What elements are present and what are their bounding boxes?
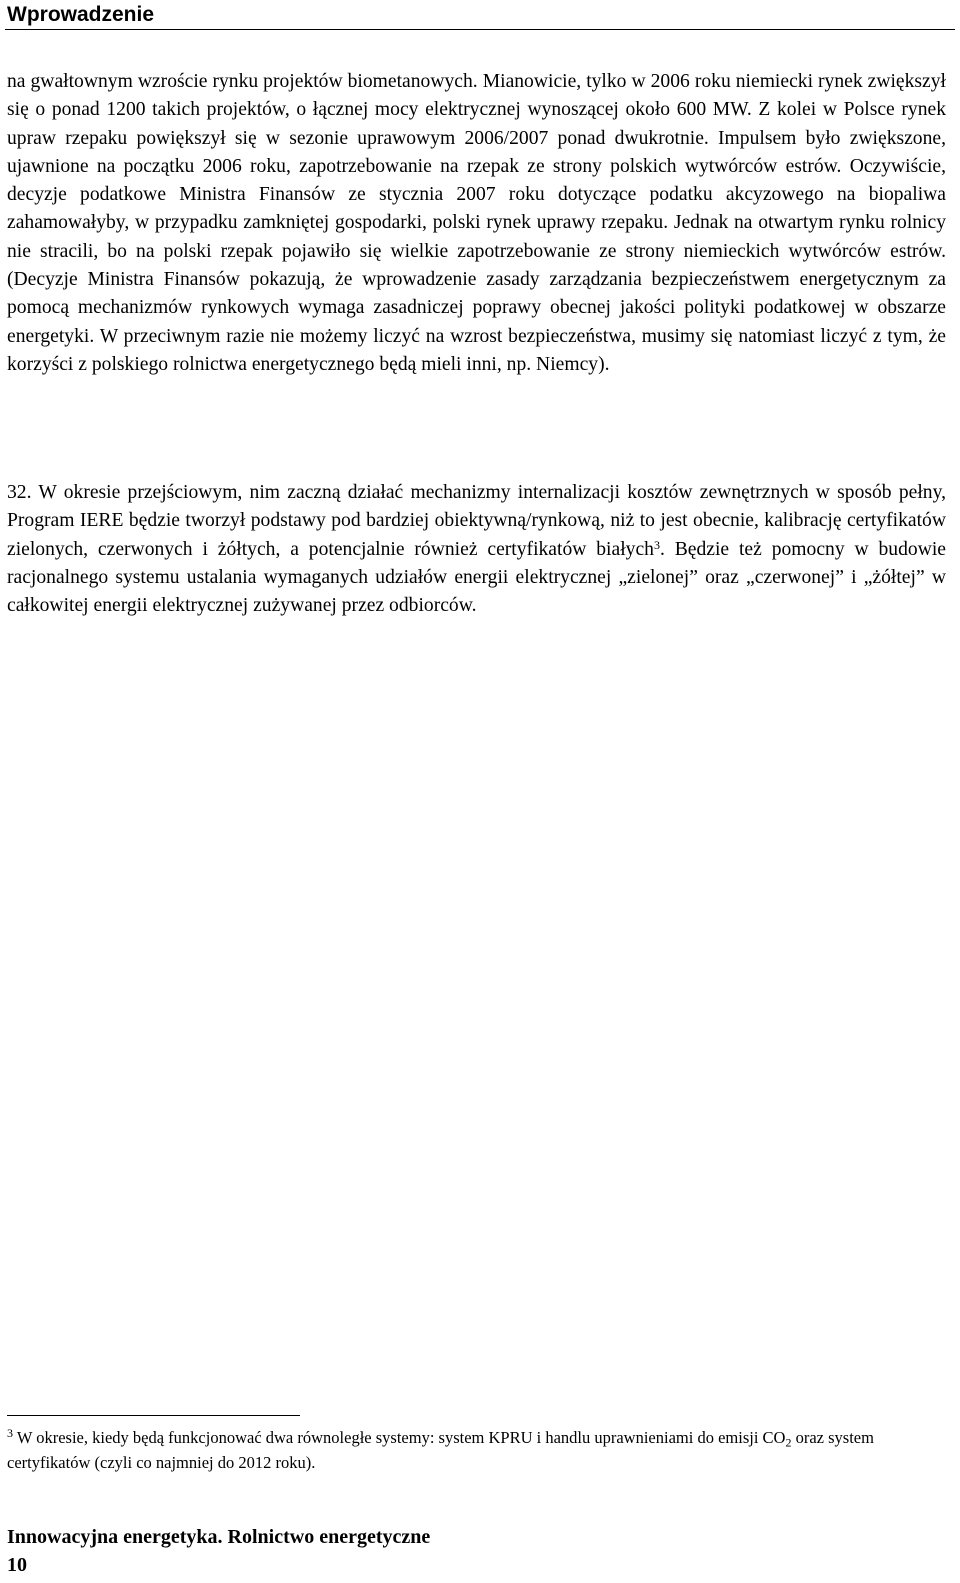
footer-publication-title: Innowacyjna energetyka. Rolnictwo energetyczne [7,1526,431,1548]
footnote [7,1425,946,1475]
header-divider [5,29,955,30]
footnote-text-end: oraz system certyfikatów (czyli co najmniej do 2012 roku). [7,1428,874,1472]
footer-page-number: 10 [7,1554,27,1576]
page-header-title: Wprowadzenie [7,3,155,26]
footnote-divider [7,1415,300,1416]
footnote-subscript: 2 [785,1435,792,1450]
footnote-text-start: W okresie, kiedy będą funkcjonować dwa równoległe systemy: system KPRU i handlu uprawnieniami do emisji CO [13,1428,786,1447]
paragraph-2-text-start: 32. W okresie przejściowym, nim zaczną działać mechanizmy internalizacji kosztów zewnętrznych w sposób pełny, Program IERE będzie tworzył podstawy pod bardziej obiektywną/rynkową, niż to jest obecnie, kalibrację certyfikatów zielonych, czerwonych i żółtych, a potencjalnie również certyfikatów białych [7,482,946,560]
paragraph-2-text-end: . Będzie też pomocny w budowie racjonalnego systemu ustalania wymaganych udziałów energii elektrycznej „zielonej” oraz „czerwonej” i „żółtej” w całkowitej energii elektrycznej zużywanej przez odbiorców. [7,538,946,617]
body-paragraph-2 [7,479,946,620]
footnote-marker: 3 [7,1426,13,1440]
body-paragraph-1: na gwałtownym wzroście rynku projektów biometanowych. Mianowicie, tylko w 2006 roku niemiecki rynek zwiększył się o ponad 1200 takich projektów, o łącznej mocy elektrycznej wynoszącej około 600 MW. Z kolei w Polsce rynek upraw rzepaku powiększył się w sezonie uprawowym 2006/2007 ponad dwukrotnie. Impulsem było zwiększone, ujawnione na początku 2006 roku, zapotrzebowanie na rzepak ze strony polskich wytwórców estrów. Oczywiście, decyzje podatkowe Ministra Finansów ze stycznia 2007 roku dotyczące podatku akcyzowego na biopaliwa zahamowałyby, w przypadku zamkniętej gospodarki, polski rynek uprawy rzepaku. Jednak na otwartym rynku rolnicy nie stracili, bo na polski rzepak pojawiło się wielkie zapotrzebowanie ze strony niemieckich wytwórców estrów. (Decyzje Ministra Finansów pokazują, że wprowadzenie zasady zarządzania bezpieczeństwem energetycznym za pomocą mechanizmów rynkowych wymaga zasadniczej poprawy obecnej jakości polityki podatkowej w obszarze energetyki. W przeciwnym razie nie możemy liczyć na wzrost bezpieczeństwa, musimy się natomiast liczyć z tym, że korzyści z polskiego rolnictwa energetycznego będą mieli inni, np. Niemcy). [7,71,946,375]
footnote-reference: 3 [653,537,660,552]
